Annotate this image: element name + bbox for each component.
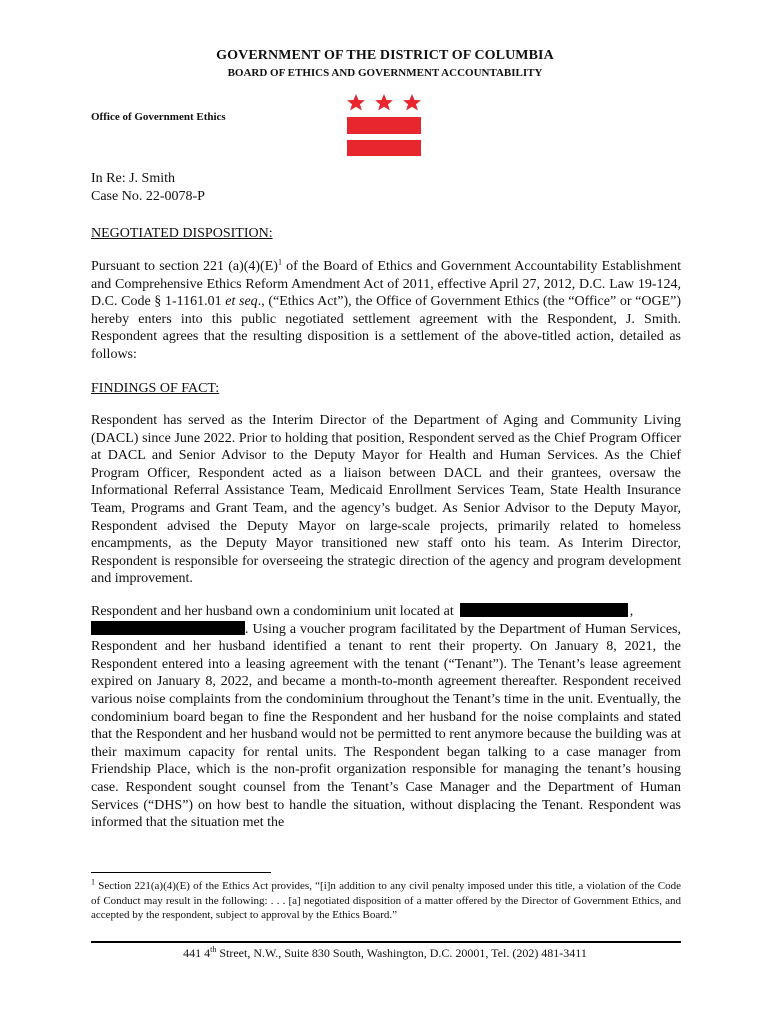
in-re-line: In Re: J. Smith [91,171,176,186]
case-caption [91,170,681,205]
findings-of-fact-heading: FINDINGS OF FACT: [91,381,220,396]
flag-bar-bottom [347,140,421,156]
office-name: Office of Government Ethics [91,111,226,123]
disposition-paragraph [91,258,681,364]
paragraph-text: Pursuant to section 221 (a)(4)(E) [91,259,278,274]
flag-bar-top [347,117,421,134]
flag-star-left [347,94,365,111]
paragraph-text: Respondent and her husband own a condominium unit located at [91,604,454,619]
footnote-divider [91,872,271,873]
footnote-number: 1 [91,877,95,887]
footnote-text: Section 221(a)(4)(E) of the Ethics Act provides, “[i]n addition to any civil penalty imposed under this title, a violation of the Code of Conduct may result in the following: . . . [a] negotiated disposition of a matter offered by the Director of Government Ethics, and accepted by the respondent, subject to approval by the Ethics Board.” [91,880,681,921]
board-heading: BOARD OF ETHICS AND GOVERNMENT ACCOUNTABILITY [227,67,543,79]
flag-star-center [375,94,393,111]
paragraph-text: of the Board of Ethics and Government Accountability Establishment and Comprehensive Ethics Reform Amendment Act of 2011, effective April 27, 2012, D.C. Law 19-124, D.C. Code § 1-1161.01 [91,259,681,310]
dc-flag-logo [345,94,423,158]
paragraph-text: ., (“Ethics Act”), the Office of Government Ethics (the “Office” or “OGE”) hereby enters into this public negotiated settlement agreement with the Respondent, J. Smith. Respondent agrees that the resulting disposition is a settlement of the above-titled action, detailed as follows: [91,294,682,362]
negotiated-disposition-heading: NEGOTIATED DISPOSITION: [91,226,273,241]
paragraph-text: . Using a voucher program facilitated by the Department of Human Services, Respondent and her husband identified a tenant to rent their property. On January 8, 2021, the Respondent entered into a leasing agreement with the tenant (“Tenant”). The Tenant’s lease agreement expired on January 8, 2022, and became a month-to-month agreement thereafter. Respondent received various noise complaints from the condominium throughout the Tenant’s time in the unit. Eventually, the condominium board began to fine the Respondent and her husband for the noise complaints and stated that the Respondent and her husband would not be permitted to rent anymore because the building was at their maximum capacity for rental units. The Respondent began talking to a case manager from Friendship Place, which is the non-profit organization responsible for managing the tenant’s housing case. Respondent sought counsel from the Tenant’s Case Manager and the Department of Human Services (“DHS”) on how best to handle the situation, without displacing the Tenant. Respondent was informed that the situation met the [91,621,681,831]
footnote-reference: 1 [277,257,282,267]
italic-text: et seq [225,294,258,310]
address-line [91,603,681,621]
footer-address [0,946,770,961]
findings-paragraph-1: Respondent has served as the Interim Director of the Department of Aging and Community Living (DACL) since June 2022. Prior to holding that position, Respondent served as the Chief Program Officer at DACL and Senior Advisor to the Deputy Mayor for Health and Human Services. As the Chief Program Officer, Respondent acted as a liaison between DACL and their grantees, oversaw the Informational Referral Assistance Team, Medicaid Enrollment Services Team, State Health Insurance Team, Programs and Grant Team, and the agency’s budget. As Senior Advisor to the Deputy Mayor, Respondent advised the Deputy Mayor on large-scale projects, primarily related to homeless encampments, as the Deputy Mayor transitioned new staff onto his team. As Interim Director, Respondent is responsible for overseeing the strategic direction of the agency and program development and improvement. [91,413,681,587]
footer-superscript: th [210,945,217,954]
findings-paragraph-2 [91,603,681,832]
case-number: Case No. 22-0078-P [91,188,205,204]
footer-text: Street, N.W., Suite 830 South, Washington, D.C. 20001, Tel. (202) 481-3411 [216,946,587,960]
government-heading: GOVERNMENT OF THE DISTRICT OF COLUMBIA [216,48,554,63]
footnote [91,879,681,923]
redaction-box [91,621,245,635]
flag-star-right [403,94,421,111]
redaction-box [460,603,628,617]
footer-text: 441 4 [183,946,211,960]
footer-divider [91,941,681,943]
paragraph-text: , [629,604,634,619]
